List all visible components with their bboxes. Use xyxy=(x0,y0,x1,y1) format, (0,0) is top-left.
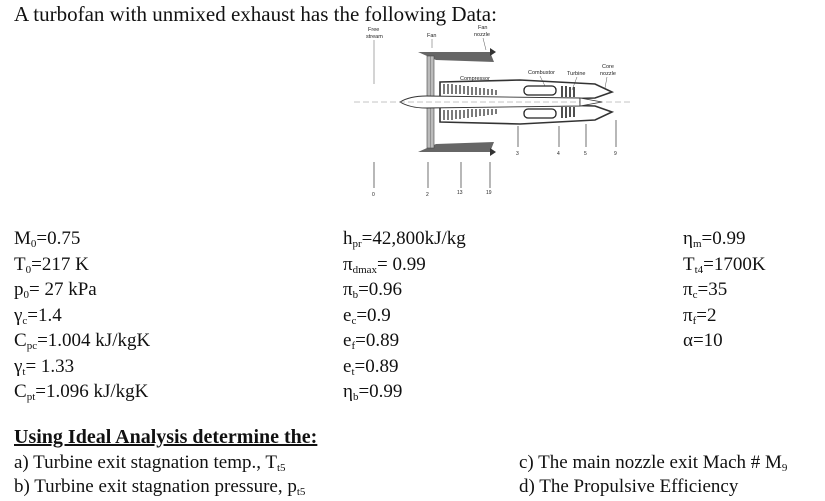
label-fan-nozzle-2: nozzle xyxy=(474,32,490,38)
param-row: $T_0=217$ K xyxy=(14,253,89,276)
param-row: $\gamma_t= 1.33$ xyxy=(14,355,75,378)
question-a: a) Turbine exit stagnation temp., $T_{t5}$ xyxy=(14,452,286,474)
label-core-nozzle-2: nozzle xyxy=(600,71,616,77)
param-row: $\gamma_c=1.4$ xyxy=(14,304,62,327)
station-3: 3 xyxy=(516,151,519,157)
given-data-left xyxy=(14,226,150,405)
station-13: 13 xyxy=(457,190,463,196)
label-fan-nozzle-1: Fan xyxy=(478,25,488,31)
param-row: $e_t=0.89$ xyxy=(343,355,399,378)
label-combustor: Combustor xyxy=(528,70,555,76)
param-row: $\eta_m=0.99$ xyxy=(683,228,746,250)
label-free-stream-1: Free xyxy=(368,27,380,33)
param-row: $C_{pt}=1.096$ kJ/kgK xyxy=(14,381,149,403)
label-turbine: Turbine xyxy=(567,71,586,77)
problem-title: A turbofan with unmixed exhaust has the following Data: xyxy=(14,2,497,26)
instructions-heading: Using Ideal Analysis determine the: xyxy=(14,426,318,448)
given-data-right xyxy=(683,226,766,354)
question-b: b) Turbine exit stagnation pressure, $p_{t5}$ xyxy=(14,476,306,498)
param-row: $h_{pr}=42,800kJ/kg$ xyxy=(343,228,466,250)
station-19: 19 xyxy=(486,190,492,196)
station-4: 4 xyxy=(557,151,560,157)
param-row: $C_{pc}=1.004$ kJ/kgK xyxy=(14,330,151,352)
question-d: d) The Propulsive Efficiency xyxy=(519,476,739,497)
label-compressor: Compressor xyxy=(460,76,490,82)
station-5: 5 xyxy=(584,151,587,157)
param-row: $\eta_b=0.99$ xyxy=(343,381,403,403)
param-row: $T_{t4}=1700K$ xyxy=(683,253,766,276)
station-9: 9 xyxy=(614,151,617,157)
param-row: $\pi_{dmax}= 0.99$ xyxy=(343,253,426,276)
param-row: $e_c=0.9$ xyxy=(343,304,391,327)
param-row: $\pi_f=2$ xyxy=(683,304,717,327)
station-0: 0 xyxy=(372,192,375,198)
param-row: $e_f=0.89$ xyxy=(343,330,400,352)
param-row: $\pi_b=0.96$ xyxy=(343,279,403,301)
label-core-nozzle-1: Core xyxy=(602,64,614,70)
param-row: $\pi_c=35$ xyxy=(683,279,728,301)
station-2: 2 xyxy=(426,192,429,198)
turbofan-diagram xyxy=(340,22,630,208)
label-free-stream-2: stream xyxy=(366,34,383,40)
question-c: c) The main nozzle exit Mach # $M_9$ xyxy=(519,452,788,474)
given-data-middle xyxy=(343,226,466,405)
param-row: $p_0= 27$ kPa xyxy=(14,279,97,301)
label-fan: Fan xyxy=(427,33,437,39)
param-row: $M_0=0.75$ xyxy=(14,228,81,250)
param-row: α=10 xyxy=(683,330,723,351)
